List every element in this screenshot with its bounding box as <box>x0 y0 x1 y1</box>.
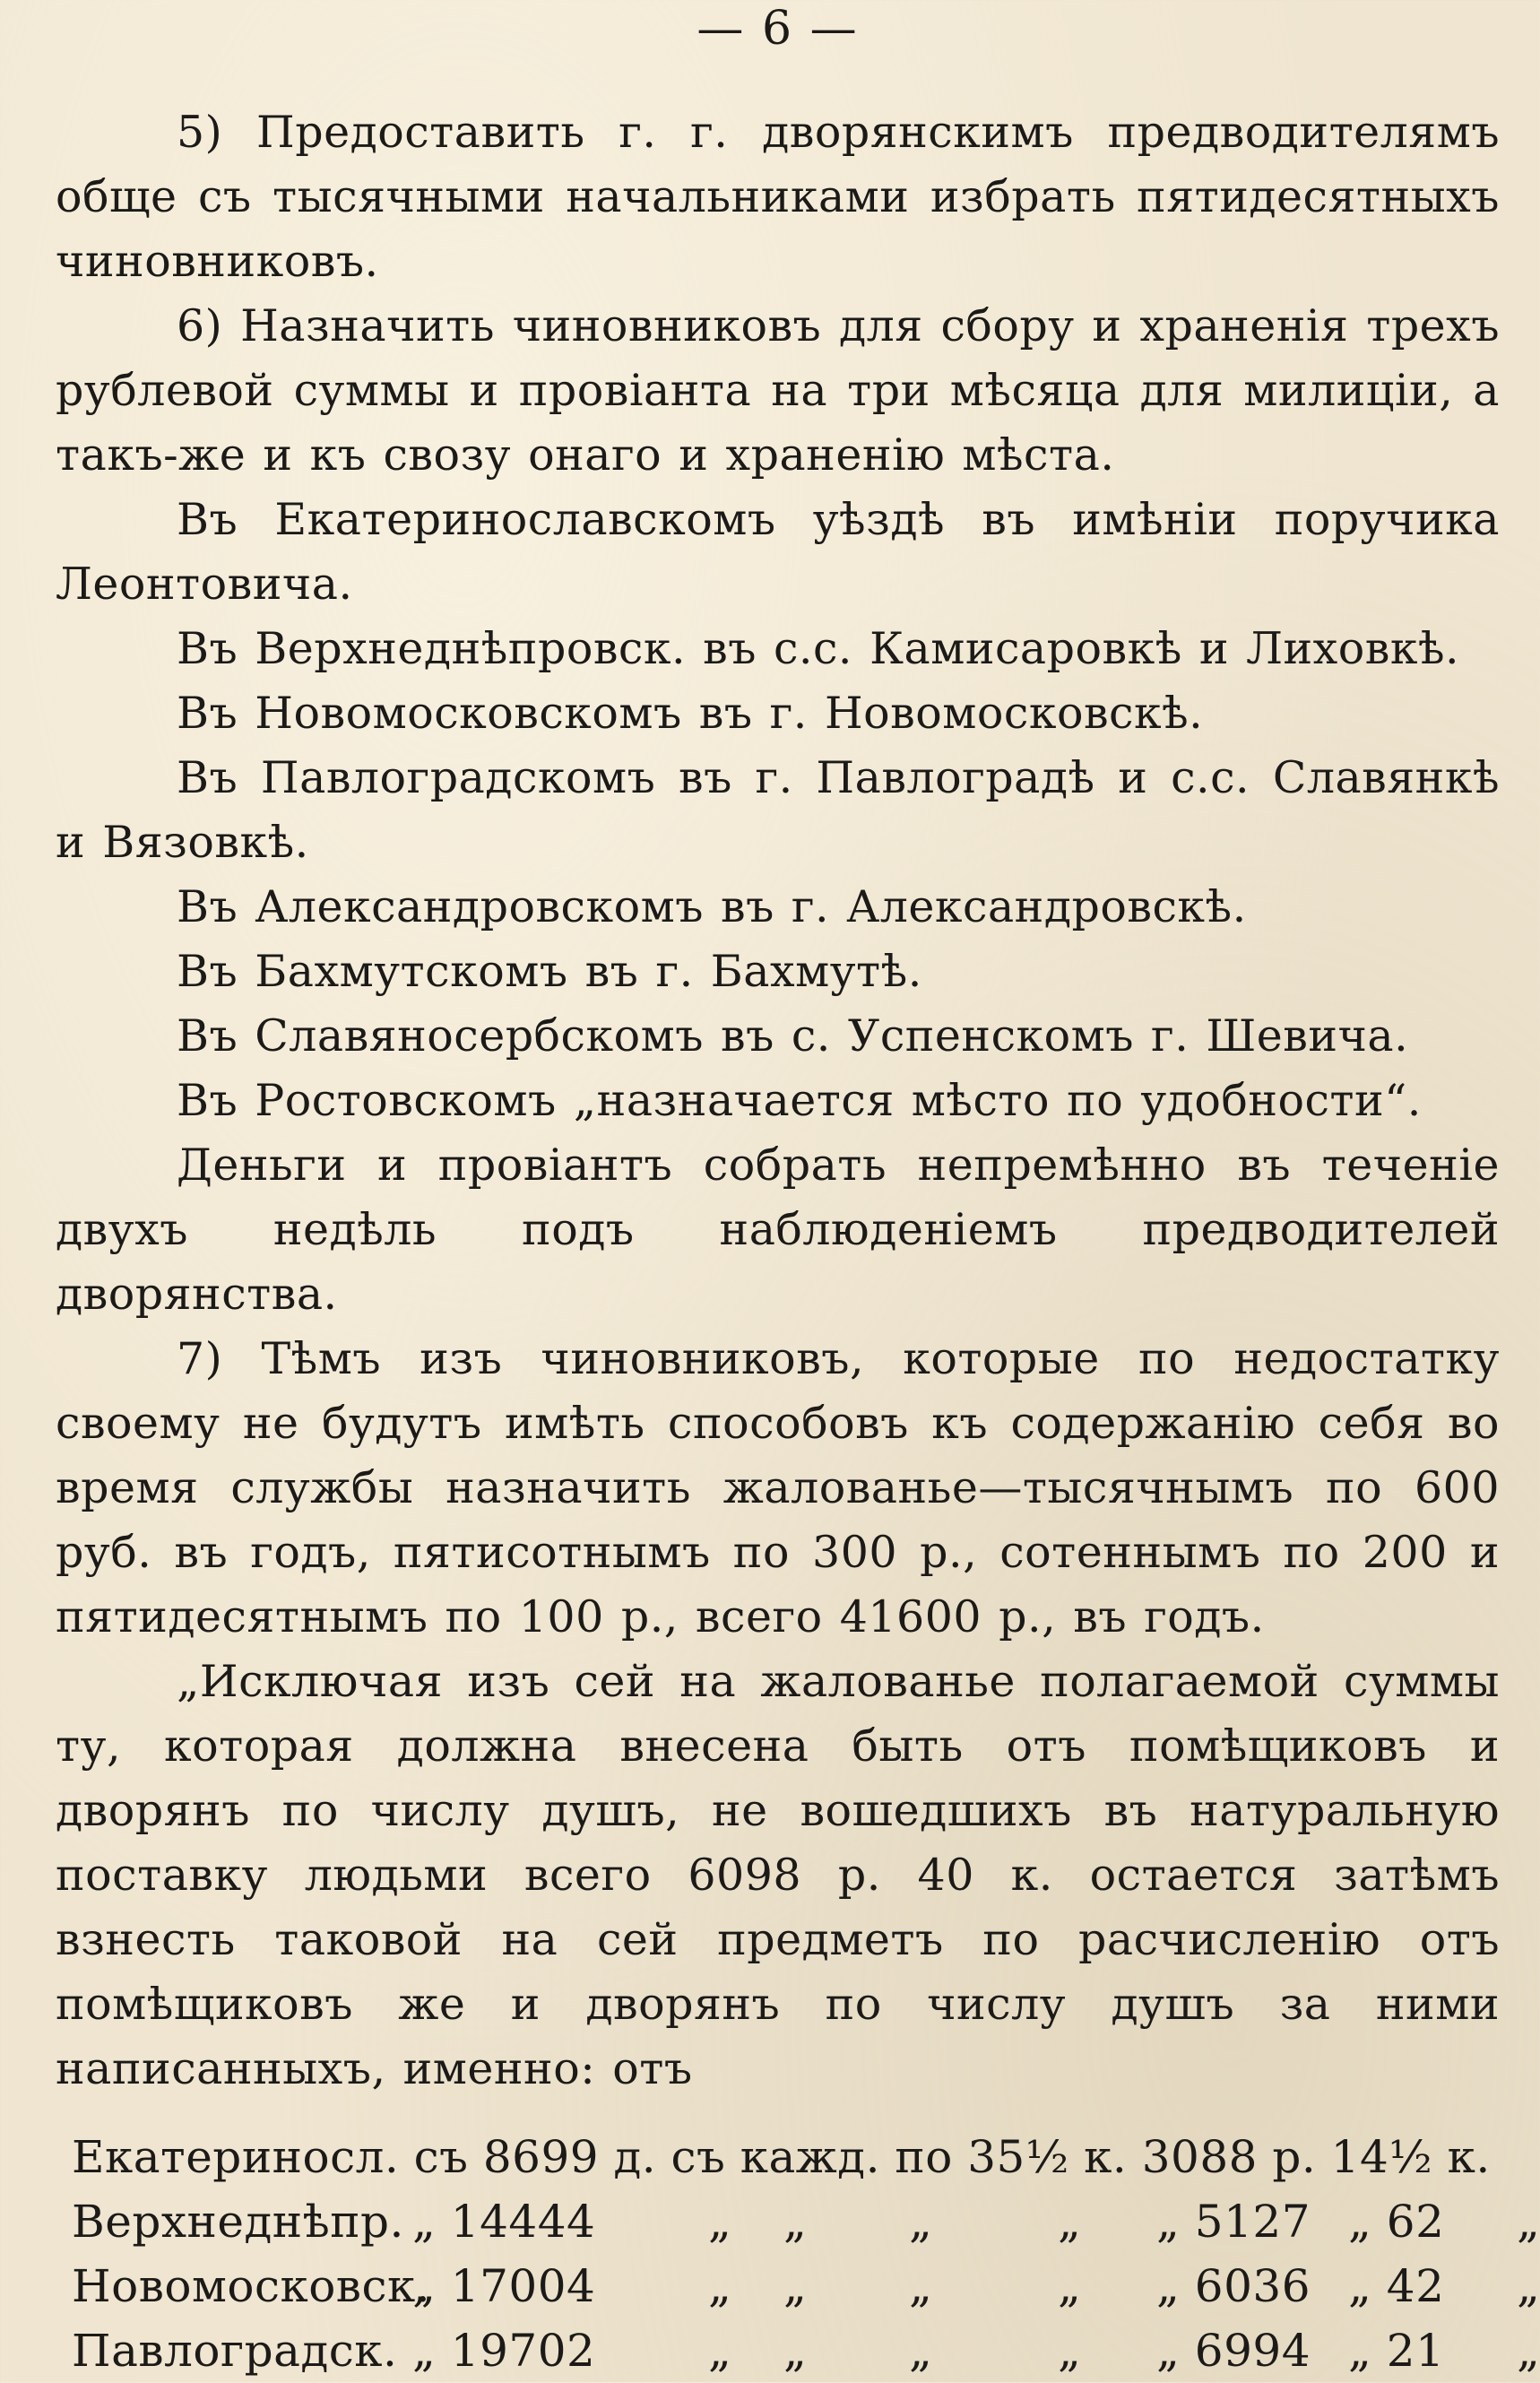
table-row <box>56 2189 1540 2254</box>
ditto-mark: „ <box>1517 2260 1540 2312</box>
paragraph-money-provisions: Деньги и провіантъ собрать непремѣнно въ теченіе двухъ недѣль подъ наблюденіемъ предводителей дворянства. <box>56 1140 1500 1320</box>
district-label: Павлоградск. <box>72 2325 398 2377</box>
table-row <box>56 2318 1540 2383</box>
kopecks-amount: „ 42 <box>1348 2260 1445 2312</box>
paragraph-bakhmut: Въ Бахмутскомъ въ г. Бахмутѣ. <box>177 946 922 997</box>
souls-count: „ 17004 <box>412 2260 596 2312</box>
ditto-mark: „ <box>1517 2325 1540 2377</box>
rubles-amount: „ 6994 <box>1156 2325 1311 2377</box>
kopecks-amount: „ 21 <box>1348 2325 1445 2377</box>
ditto-mark: „ <box>1517 2196 1540 2248</box>
ditto-mark: „ <box>1058 2196 1082 2248</box>
souls-count: „ 19702 <box>412 2325 596 2377</box>
assessment-table <box>56 2125 1540 2383</box>
paragraph-item-6: 6) Назначить чиновниковъ для сбору и храненія трехъ рублевой суммы и провіанта на три мѣсяца для милиціи, а такъ-же и къ свозу онаго и храненію мѣста. <box>56 300 1500 481</box>
ditto-mark: „ <box>1058 2260 1082 2312</box>
ditto-mark: „ <box>708 2260 732 2312</box>
paragraph-rostov: Въ Ростовскомъ „назначается мѣсто по удобности“. <box>177 1075 1422 1126</box>
ditto-mark: „ <box>909 2325 933 2377</box>
paragraph-novomoskovsk: Въ Новомосковскомъ въ г. Новомосковскѣ. <box>177 688 1204 739</box>
paragraph-item-5: 5) Предоставить г. г. дворянскимъ предводителямъ обще съ тысячными начальниками избрать пятидесятныхъ чиновниковъ. <box>56 107 1500 287</box>
paragraph-quote: „Исключая изъ сей на жалованье полагаемой суммы ту, которая должна внесена быть отъ помѣщиковъ и дворянъ по числу душъ, не вошедшихъ въ натуральную поставку людьми всего 6098 р. 40 к. остается затѣмъ взнесть таковой на сей предметъ по расчисленію отъ помѣщиковъ же и дворянъ по числу душъ за ними написанныхъ, именно: отъ <box>56 1656 1500 2094</box>
ditto-mark: „ <box>783 2325 808 2377</box>
kopecks-amount: „ 62 <box>1348 2196 1445 2248</box>
paragraph-ekaterinoslav: Въ Екатеринославскомъ уѣздѣ въ имѣніи поручика Леонтовича. <box>56 494 1500 610</box>
paragraph-slavyanoserbsk: Въ Славяносербскомъ въ с. Успенскомъ г. Шевича. <box>177 1010 1409 1062</box>
district-label: Верхнеднѣпр. <box>72 2196 404 2248</box>
page-number: — 6 — <box>696 2 859 56</box>
table-row-ekaterinoslav <box>56 2125 1500 2189</box>
paragraph-aleksandrovsk: Въ Александровскомъ въ г. Александровскѣ. <box>177 881 1247 932</box>
ditto-mark: „ <box>783 2260 808 2312</box>
paragraph-pavlograd: Въ Павлоградскомъ въ г. Павлоградѣ и с.с. Славянкѣ и Вязовкѣ. <box>56 752 1500 868</box>
rubles-amount: „ 5127 <box>1156 2196 1311 2248</box>
paragraph-verkhnedneprovsk: Въ Верхнеднѣпровск. въ с.с. Камисаровкѣ и Лиховкѣ. <box>177 623 1460 674</box>
body-text <box>56 100 1500 2101</box>
ditto-mark: „ <box>1058 2325 1082 2377</box>
souls-count: „ 14444 <box>412 2196 596 2248</box>
rubles-amount: „ 6036 <box>1156 2260 1311 2312</box>
ditto-mark: „ <box>708 2325 732 2377</box>
ditto-mark: „ <box>708 2196 732 2248</box>
district-label: Новомосковск. <box>72 2260 431 2312</box>
paragraph-item-7: 7) Тѣмъ изъ чиновниковъ, которые по недостатку своему не будутъ имѣть способовъ къ содержанію себя во время службы назначить жалованье—тысячнымъ по 600 руб. въ годъ, пятисотнымъ по 300 р., сотеннымъ по 200 и пятидесятнымъ по 100 р., всего 41600 р., въ годъ. <box>56 1333 1500 1642</box>
table-row <box>56 2254 1540 2318</box>
table-row-text: Екатериносл. съ 8699 д. съ кажд. по 35½ к. 3088 р. 14½ к. <box>72 2131 1491 2183</box>
ditto-mark: „ <box>783 2196 808 2248</box>
ditto-mark: „ <box>909 2260 933 2312</box>
ditto-mark: „ <box>909 2196 933 2248</box>
